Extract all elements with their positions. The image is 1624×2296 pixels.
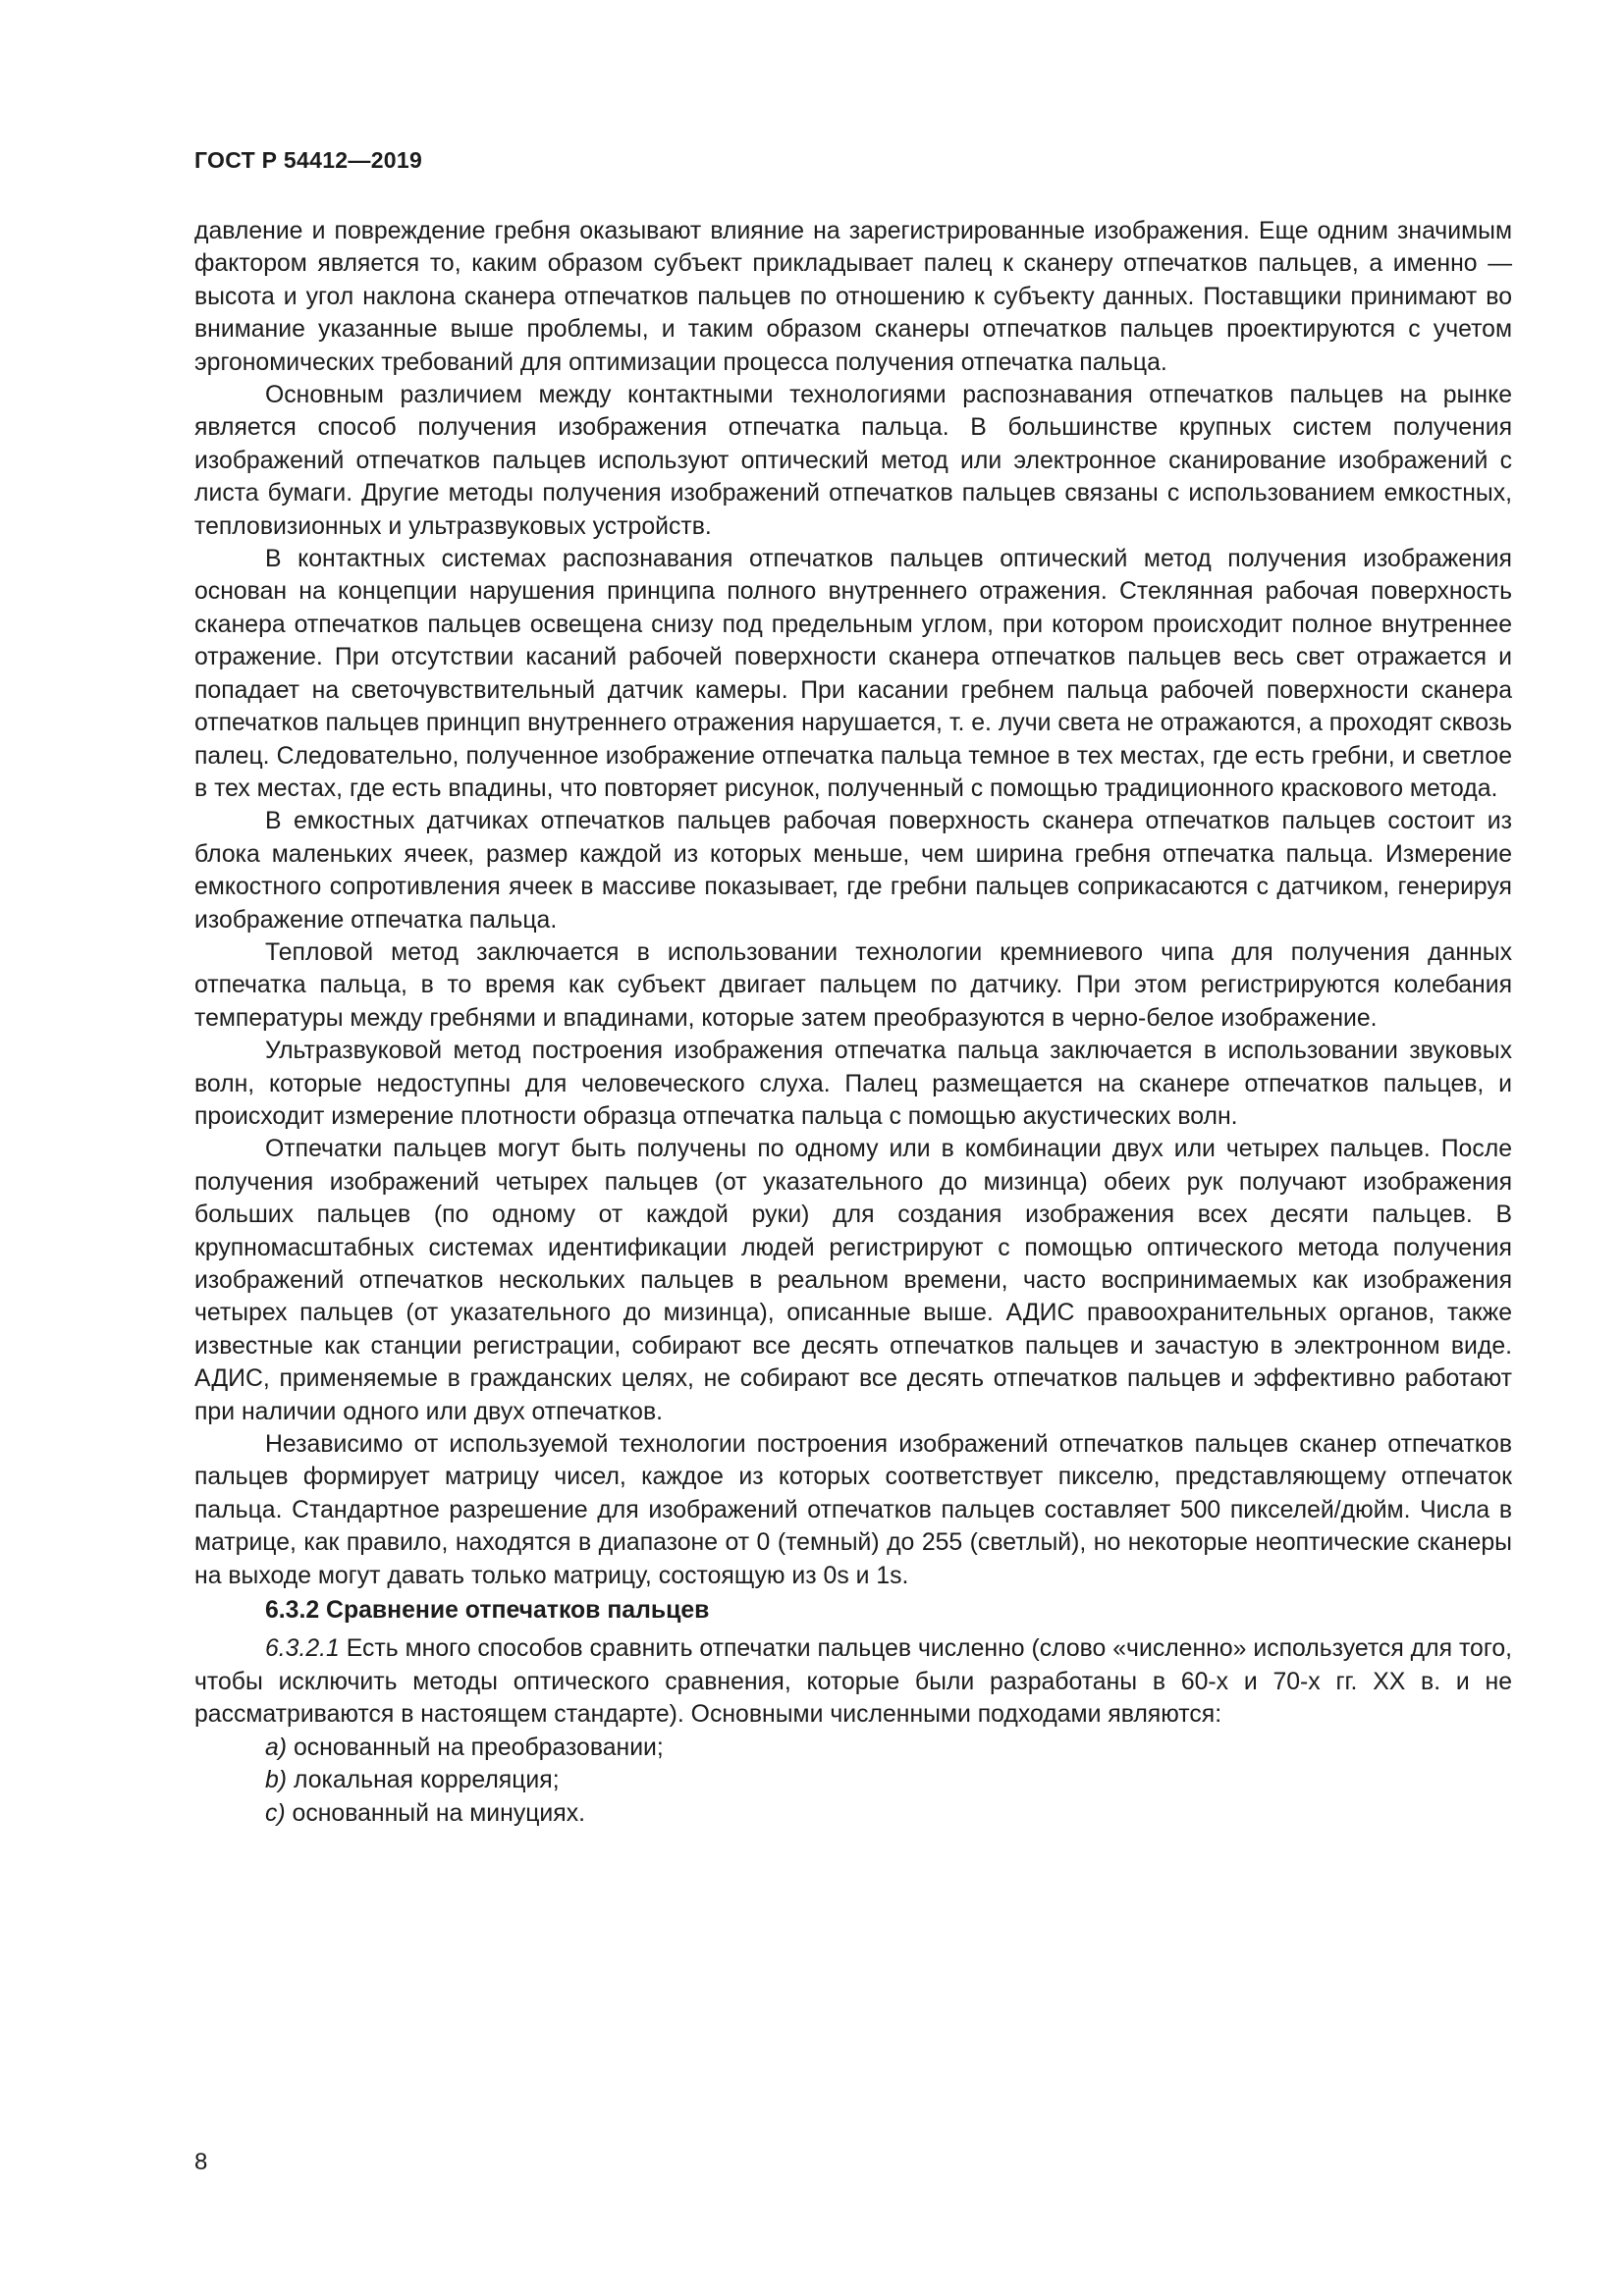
page-number: 8 <box>194 2149 208 2175</box>
approaches-list <box>194 1732 1512 1830</box>
paragraph: Основным различием между контактными технологиями распознавания отпечатков пальцев на рынке является способ получения изображения отпечатка пальца. В большинстве крупных систем получения изображений отпечатков пальцев используют оптический метод или электронное сканирование изображений с листа бумаги. Другие методы получения изображений отпечатков пальцев связаны с использованием емкостных, тепловизионных и ультразвуковых устройств. <box>194 382 1512 540</box>
list-item <box>194 1764 1512 1796</box>
list-item <box>194 1797 1512 1830</box>
document-header: ГОСТ Р 54412—2019 <box>194 147 423 173</box>
list-item-text: основанный на преобразовании; <box>287 1734 664 1761</box>
list-item-text: локальная корреляция; <box>287 1767 560 1794</box>
list-item-label: b) <box>265 1767 288 1794</box>
list-item-label: c) <box>265 1799 286 1827</box>
paragraph: Независимо от используемой технологии построения изображений отпечатков пальцев сканер отпечатков пальцев формирует матрицу чисел, каждое из которых соответствует пикселю, представляющему отпечаток пальца. Стандартное разрешение для изображений отпечатков пальцев составляет 500 пикселей/дюйм. Числа в матрице, как правило, находятся в диапазоне от 0 (темный) до 255 (светлый), но некоторые неоптические сканеры на выходе могут давать только матрицу, состоящую из 0s и 1s. <box>194 1431 1512 1589</box>
list-item <box>194 1732 1512 1764</box>
document-page <box>194 147 1512 1830</box>
list-item-text: основанный на минуциях. <box>285 1799 585 1827</box>
paragraph: В контактных системах распознавания отпечатков пальцев оптический метод получения изображения основан на концепции нарушения принципа полного внутреннего отражения. Стеклянная рабочая поверхность сканера отпечатков пальцев освещена снизу под предельным углом, при котором происходит полное внутреннее отражение. При отсутствии касаний рабочей поверхности сканера отпечатков пальцев весь свет отражается и попадает на светочувствительный датчик камеры. При касании гребнем пальца рабочей поверхности сканера отпечатков пальцев принцип внутреннего отражения нарушается, т. е. лучи света не отражаются, а проходят сквозь палец. Следовательно, полученное изображение отпечатка пальца темное в тех местах, где есть гребни, и светлое в тех местах, где есть впадины, что повторяет рисунок, полученный с помощью традиционного краскового метода. <box>194 546 1512 802</box>
paragraph: Ультразвуковой метод построения изображения отпечатка пальца заключается в использовании звуковых волн, которые недоступны для человеческого слуха. Палец размещается на сканере отпечатков пальцев, и происходит измерение плотности образца отпечатка пальца с помощью акустических волн. <box>194 1038 1512 1130</box>
list-item-label: a) <box>265 1734 288 1761</box>
clause-number: 6.3.2.1 <box>265 1635 340 1663</box>
paragraph: Тепловой метод заключается в использовании технологии кремниевого чипа для получения данных отпечатка пальца, в то время как субъект двигает пальцем по датчику. При этом регистрируются колебания температуры между гребнями и впадинами, которые затем преобразуются в черно-белое изображение. <box>194 938 1512 1032</box>
paragraph-continuation: давление и повреждение гребня оказывают влияние на зарегистрированные изображения. Еще одним значимым фактором является то, каким образом субъект прикладывает палец к сканеру отпечатков пальцев, а именно — высота и угол наклона сканера отпечатков пальцев по отношению к субъекту данных. Поставщики принимают во внимание указанные выше проблемы, и таким образом сканеры отпечатков пальцев проектируются с учетом эргономических требований для оптимизации процесса получения отпечатка пальца. <box>194 218 1512 376</box>
paragraph: Отпечатки пальцев могут быть получены по одному или в комбинации двух или четырех пальцев. После получения изображений четырех пальцев (от указательного до мизинца) обеих рук получают изображения больших пальцев (по одному от каждой руки) для создания изображения всех десяти пальцев. В крупномасштабных системах идентификации людей регистрируют с помощью оптического метода получения изображений отпечатков нескольких пальцев в реальном времени, часто воспринимаемых как изображения четырех пальцев (от указательного до мизинца), описанные выше. АДИС правоохранительных органов, также известные как станции регистрации, собирают все десять отпечатков пальцев и зачастую в электронном виде. АДИС, применяемые в гражданских целях, не собирают все десять отпечатков пальцев и эффективно работают при наличии одного или двух отпечатков. <box>194 1136 1512 1425</box>
clause-paragraph <box>194 1632 1512 1731</box>
paragraph: В емкостных датчиках отпечатков пальцев рабочая поверхность сканера отпечатков пальцев состоит из блока маленьких ячеек, размер каждой из которых меньше, чем ширина гребня отпечатка пальца. Измерение емкостного сопротивления ячеек в массиве показывает, где гребни пальцев соприкасаются с датчиком, генерируя изображение отпечатка пальца. <box>194 808 1512 934</box>
section-heading: 6.3.2 Сравнение отпечатков пальцев <box>265 1597 710 1625</box>
clause-text: Есть много способов сравнить отпечатки пальцев численно (слово «численно» используется для того, чтобы исключить методы оптического сравнения, которые были разработаны в 60-х и 70-х гг. XX в. и не рассматриваются в настоящем стандарте). Основными численными подходами являются: <box>194 1635 1512 1729</box>
